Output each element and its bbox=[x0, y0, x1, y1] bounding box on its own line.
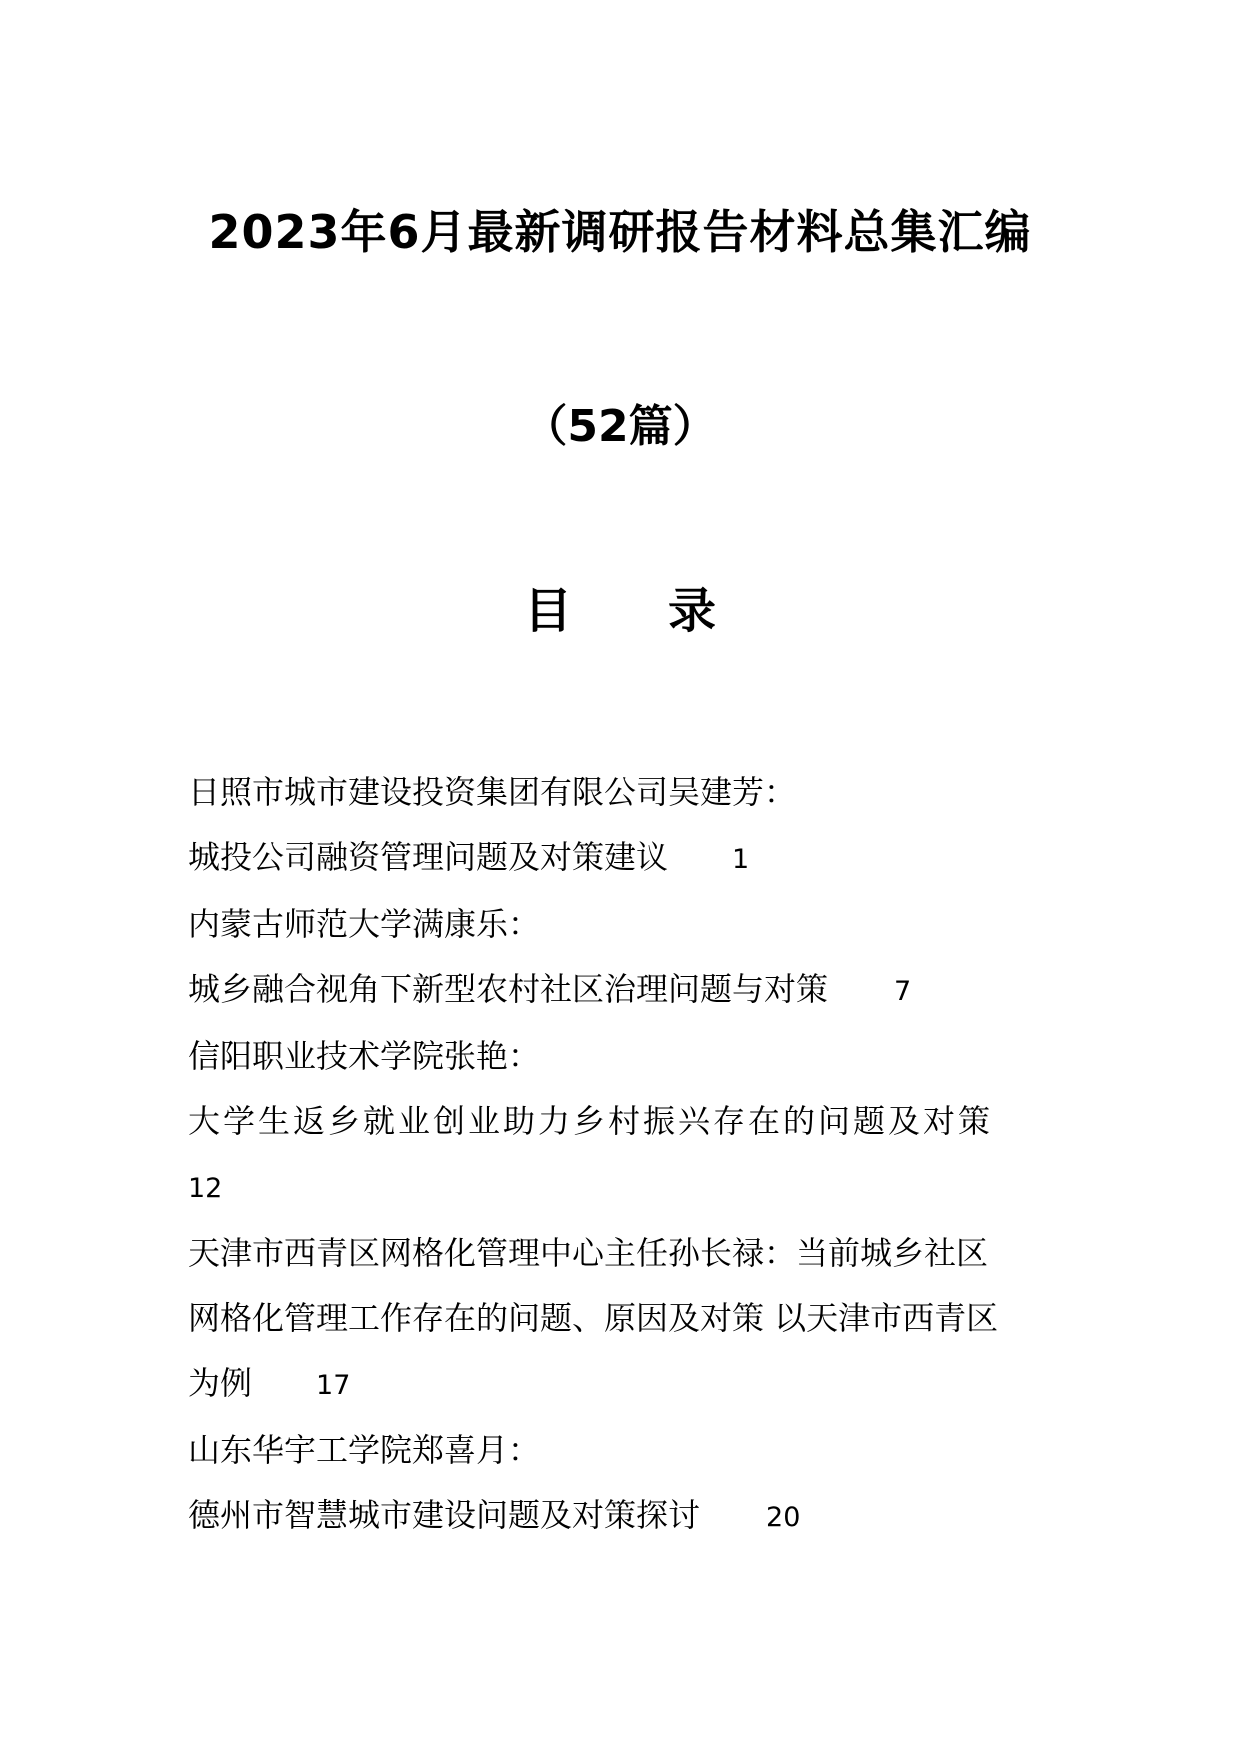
toc-heading-char-2: 录 bbox=[668, 583, 717, 639]
toc-entry[interactable] bbox=[188, 1483, 1058, 1550]
toc-page-number: 7 bbox=[894, 976, 912, 1007]
toc-entry-text[interactable]: 天津市西青区网格化管理中心主任孙长禄：当前城乡社区 bbox=[188, 1234, 989, 1272]
toc-entry[interactable] bbox=[188, 957, 1058, 1024]
toc-page-number: 12 bbox=[188, 1173, 223, 1204]
toc-heading-char-1: 目 bbox=[523, 583, 572, 639]
toc-page-number: 20 bbox=[766, 1502, 801, 1533]
toc-page-number: 1 bbox=[732, 844, 750, 875]
toc-entry-title: 德州市智慧城市建设问题及对策探讨 bbox=[188, 1496, 701, 1534]
toc-author: 日照市城市建设投资集团有限公司吴建芳： bbox=[188, 773, 797, 811]
toc-entry-text: 网格化管理工作存在的问题、原因及对策 以天津市西青区 bbox=[188, 1299, 999, 1337]
toc-author: 山东华宇工学院郑喜月： bbox=[188, 1431, 541, 1469]
table-of-contents bbox=[188, 760, 1058, 1550]
document-subtitle: （52篇） bbox=[523, 401, 717, 452]
toc-entry-title[interactable]: 大学生返乡就业创业助力乡村振兴存在的问题及对策 bbox=[188, 1102, 994, 1140]
toc-heading bbox=[0, 572, 1240, 641]
document-title: 2023年6月最新调研报告材料总集汇编 bbox=[208, 205, 1032, 259]
toc-entry[interactable] bbox=[188, 825, 1058, 892]
toc-entry-title: 城乡融合视角下新型农村社区治理问题与对策 bbox=[188, 970, 829, 1008]
toc-entry bbox=[188, 1154, 1058, 1221]
toc-author: 内蒙古师范大学满康乐： bbox=[188, 905, 541, 943]
toc-page-number: 17 bbox=[316, 1370, 351, 1401]
toc-entry-text: 为例 bbox=[188, 1364, 253, 1402]
toc-entry-title: 城投公司融资管理问题及对策建议 bbox=[188, 838, 669, 876]
toc-entry bbox=[188, 1351, 1058, 1418]
toc-author: 信阳职业技术学院张艳： bbox=[188, 1037, 541, 1075]
